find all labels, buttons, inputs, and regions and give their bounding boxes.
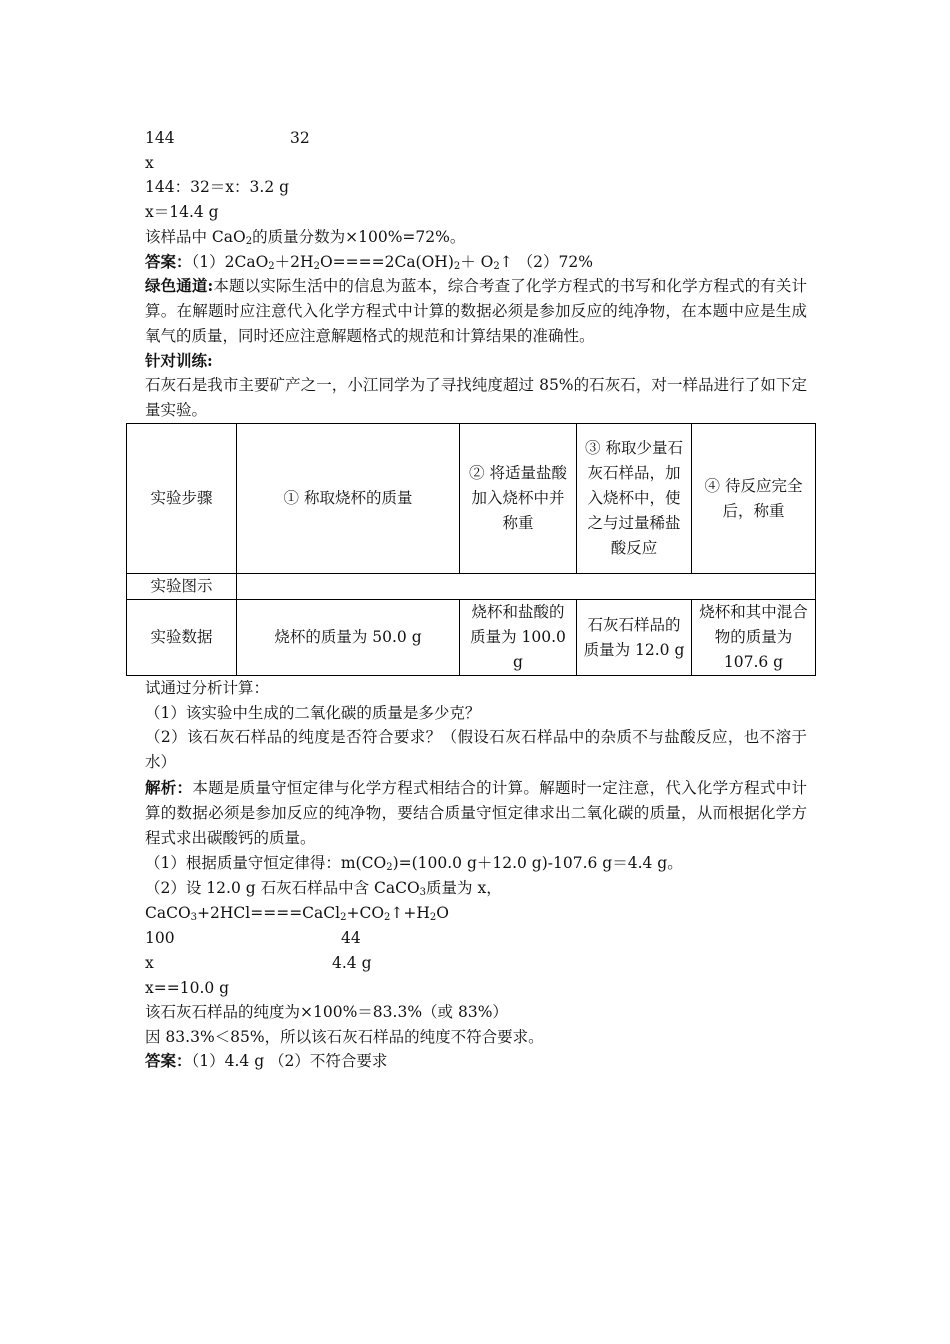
answer-label: 答案： <box>145 1051 192 1070</box>
step-text: )=(100.0 g＋12.0 g)-107.6 g＝4.4 g。 <box>392 854 683 872</box>
green-channel-label: 绿色通道: <box>145 276 214 295</box>
table-row <box>127 574 816 600</box>
answer-label: 答案： <box>145 252 192 271</box>
table-cell: 烧杯和盐酸的质量为 100.0 g <box>460 600 577 676</box>
mass-row <box>145 951 372 975</box>
proportion-line: 144：32＝x：3.2 g <box>145 178 290 196</box>
table-cell: ④ 待反应完全后，称重 <box>692 424 816 574</box>
step-sub: 2 <box>386 862 393 873</box>
table-cell: 烧杯和其中混合物的质量为 107.6 g <box>692 600 816 676</box>
fraction-sub: 2 <box>245 236 253 247</box>
table-cell: 实验图示 <box>127 574 237 600</box>
ratio-left: 144 <box>145 129 175 147</box>
table-cell: 石灰石样品的质量为 12.0 g <box>577 600 692 676</box>
mass-left: x <box>145 954 154 972</box>
eq-part: +2HCl====CaCl <box>197 904 341 922</box>
eq-part: CaCO <box>145 904 191 922</box>
analysis-text: 本题是质量守恒定律与化学方程式相结合的计算。解题时一定注意，代入化学方程式中计算的数据必须是参加反应的纯净物，要结合质量守恒定律求出二氧化碳的质量，从而根据化学方程式求出碳酸钙的质量。 <box>145 779 807 847</box>
answer-2 <box>145 1049 387 1073</box>
table-cell-figure <box>237 574 816 600</box>
eq-sub: 2 <box>384 912 391 923</box>
question-1: （1）该实验中生成的二氧化碳的质量是多少克？ <box>145 704 481 722</box>
ratio-row <box>145 126 310 150</box>
eq-sub: 2 <box>429 912 437 923</box>
table-cell: 实验数据 <box>127 600 237 676</box>
fraction-text-2: 的质量分数为×100%=72%。 <box>252 228 466 246</box>
mass-fraction-line <box>145 225 465 249</box>
purity-line: 该石灰石样品的纯度为×100%＝83.3%（或 83%） <box>145 1003 508 1021</box>
eq-part: O <box>436 904 450 922</box>
answer-1 <box>145 250 593 274</box>
questions-intro: 试通过分析计算： <box>145 679 270 697</box>
answer-text: （1）4.4 g （2）不符合要求 <box>191 1052 388 1070</box>
eq-part: ↑+H <box>390 904 430 922</box>
step-sub: 3 <box>419 887 427 898</box>
chemical-equation <box>145 901 449 925</box>
eq-sub: 2 <box>268 261 275 272</box>
analysis-step-1 <box>145 851 683 875</box>
result-line: x＝14.4 g <box>145 203 219 221</box>
eq-part: （1）2CaO <box>191 253 269 271</box>
experiment-table <box>126 423 816 676</box>
eq-part: ＋ O <box>460 253 494 271</box>
green-channel-text: 本题以实际生活中的信息为蓝本，综合考查了化学方程式的书写和化学方程式的有关计算。在解题时应注意代入化学方程式中计算的数据必须是参加反应的纯净物，在本题中应是生成氧气的质量，同时还应注意解题格式的规范和计算结果的准确性。 <box>145 277 807 345</box>
table-row <box>127 600 816 676</box>
table-cell: 烧杯的质量为 50.0 g <box>237 600 460 676</box>
step-text: 质量为 x， <box>426 879 502 897</box>
x-result: x==10.0 g <box>145 979 230 997</box>
table-cell: ① 称取烧杯的质量 <box>237 424 460 574</box>
green-channel-paragraph <box>145 273 807 349</box>
analysis-paragraph <box>145 775 807 851</box>
eq-part: ＋2H <box>274 253 314 271</box>
fraction-text: 该样品中 CaO <box>145 228 246 246</box>
conclusion-line: 因 83.3%＜85%，所以该石灰石样品的纯度不符合要求。 <box>145 1028 544 1046</box>
molar-left: 100 <box>145 929 175 947</box>
ratio-right: 32 <box>290 129 310 147</box>
analysis-step-2 <box>145 876 502 900</box>
molar-mass-row <box>145 926 361 950</box>
training-label: 针对训练: <box>145 351 213 370</box>
training-intro: 石灰石是我市主要矿产之一，小江同学为了寻找纯度超过 85%的石灰石，对一样品进行了如下定量实验。 <box>145 376 807 419</box>
step-text: （2）设 12.0 g 石灰石样品中含 CaCO <box>145 879 420 897</box>
question-2: （2）该石灰石样品的纯度是否符合要求？（假设石灰石样品中的杂质不与盐酸反应，也不溶于水） <box>145 728 807 771</box>
analysis-label: 解析： <box>145 778 193 797</box>
eq-sub: 3 <box>190 912 198 923</box>
eq-part: ↑ （2）72% <box>499 253 593 271</box>
eq-sub: 2 <box>453 261 461 272</box>
table-cell: ③ 称取少量石灰石样品，加入烧杯中，使之与过量稀盐酸反应 <box>577 424 692 574</box>
table-row <box>127 424 816 574</box>
eq-sub: 2 <box>340 912 347 923</box>
table-cell: 实验步骤 <box>127 424 237 574</box>
table-cell: ② 将适量盐酸加入烧杯中并称重 <box>460 424 577 574</box>
molar-right: 44 <box>341 929 361 947</box>
mass-right: 4.4 g <box>332 954 372 972</box>
eq-sub: 2 <box>493 261 500 272</box>
variable-x: x <box>145 154 154 172</box>
eq-part: +CO <box>346 904 385 922</box>
eq-part: O====2Ca(OH) <box>319 253 454 271</box>
eq-sub: 2 <box>313 261 320 272</box>
step-text: （1）根据质量守恒定律得：m(CO <box>145 854 387 872</box>
